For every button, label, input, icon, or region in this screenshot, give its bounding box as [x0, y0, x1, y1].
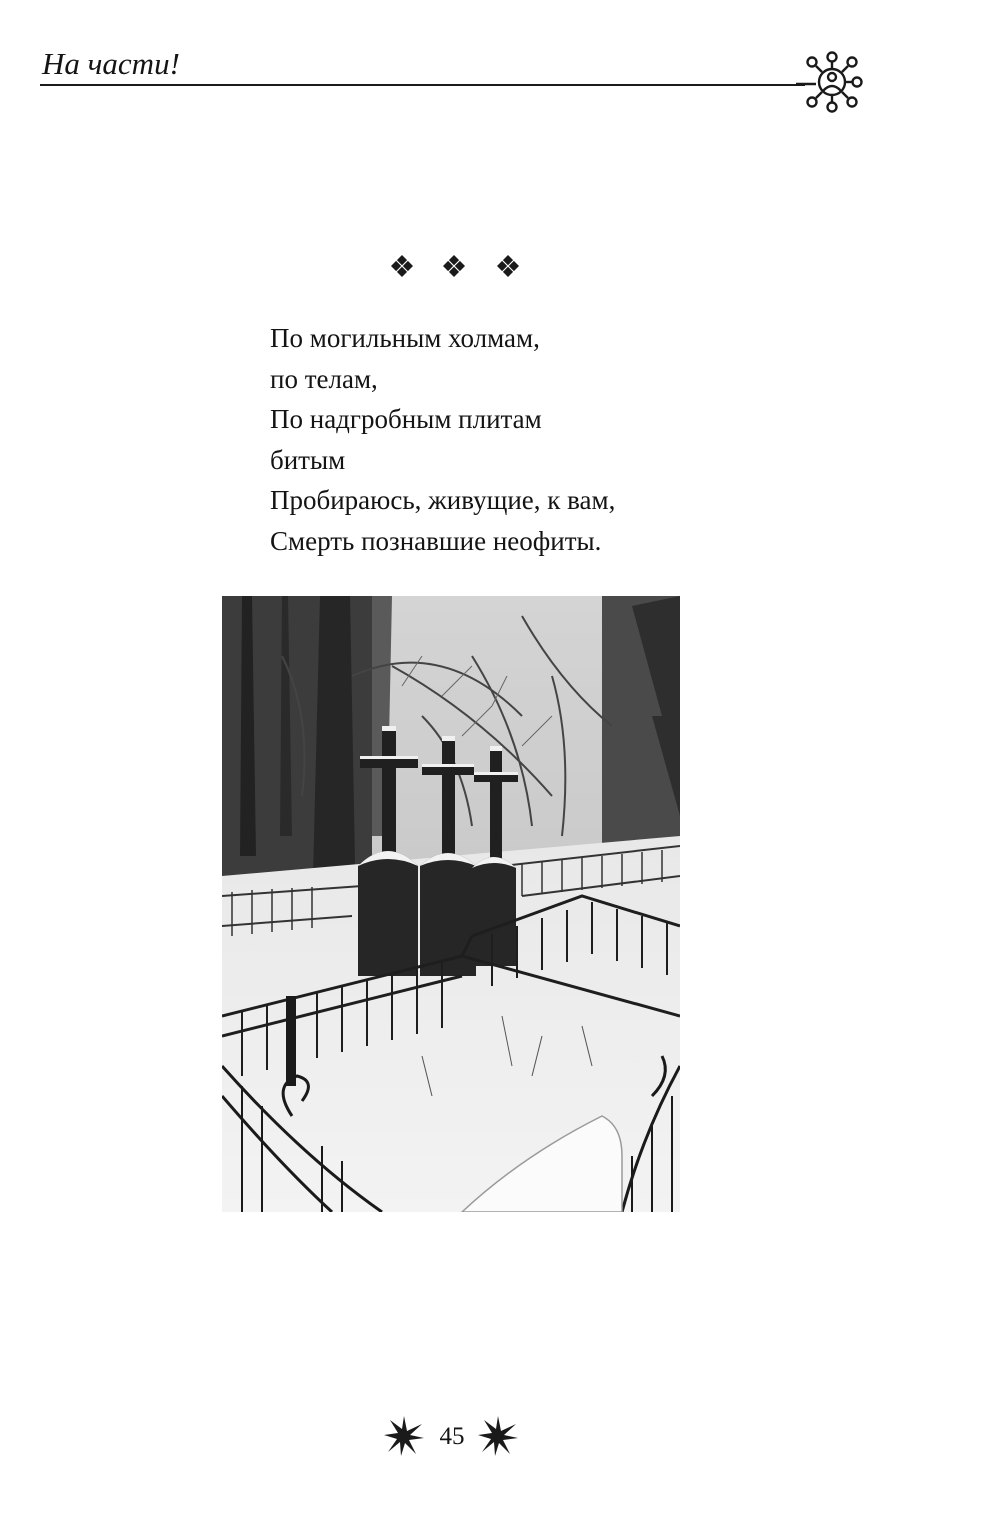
page-number: 45 — [439, 1423, 465, 1450]
poem-line: битым — [270, 444, 346, 475]
poem-line: По могильным холмам, — [270, 323, 540, 353]
running-head: На части! — [42, 46, 180, 81]
cemetery-photo — [222, 596, 680, 1212]
sun-star-icon — [384, 1416, 424, 1456]
flower-ornament-icon — [796, 42, 868, 118]
poem-line: Пробираюсь, живущие, к вам, — [270, 485, 616, 515]
header-rule — [40, 84, 805, 86]
poem — [270, 318, 690, 561]
page-folio — [380, 1416, 520, 1464]
sun-star-icon — [478, 1416, 518, 1456]
poem-line: Смерть познавшие неофиты. — [270, 525, 602, 556]
diamond-dinkus-icon — [388, 252, 524, 282]
poem-line: По надгробным плитам — [270, 404, 542, 434]
poem-line: по телам, — [270, 363, 378, 394]
